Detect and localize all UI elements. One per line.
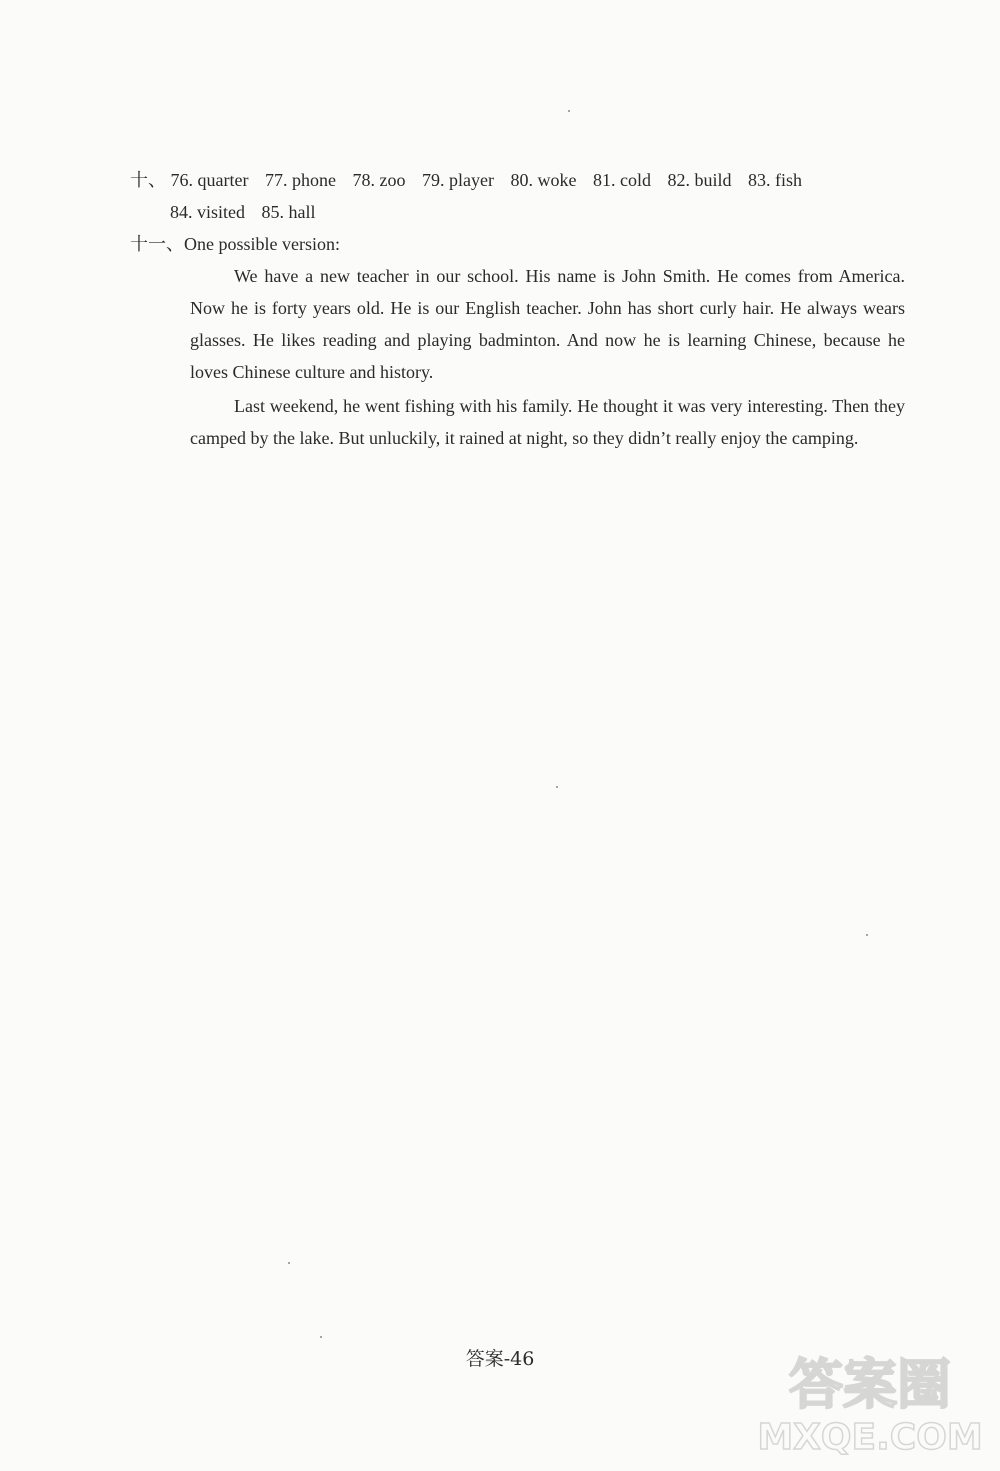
answer-item: 82. build xyxy=(667,170,732,190)
answer-item: 85. hall xyxy=(261,202,316,222)
page-number: 答案-46 xyxy=(465,1348,535,1370)
watermark-text-top: 答案圈 xyxy=(789,1353,951,1416)
answer-item: 80. woke xyxy=(510,170,577,190)
section-10-label: 十、 xyxy=(130,170,166,190)
essay-paragraph-2: Last weekend, he went fishing with his family. He thought it was very interesting. Then they camped by the lake. But unluckily, it rained at night, so they didn’t really enjoy the camping. xyxy=(190,396,905,448)
scan-speck xyxy=(556,786,558,788)
answer-line-1 xyxy=(166,170,802,190)
section-11-header xyxy=(130,228,905,260)
site-watermark-logo xyxy=(750,1341,990,1461)
scan-speck xyxy=(568,110,570,112)
answer-item: 78. zoo xyxy=(352,170,406,190)
essay-paragraph-1: We have a new teacher in our school. His name is John Smith. He comes from America. Now he is forty years old. He is our English teacher. John has short curly hair. He always wears glasses. He likes reading and playing badminton. And now he is learning Chinese, because he loves Chinese culture and history. xyxy=(190,266,905,382)
answer-item: 76. quarter xyxy=(170,170,249,190)
section-11-label: 十一、 xyxy=(130,234,184,254)
scan-speck xyxy=(866,934,868,936)
answer-item: 81. cold xyxy=(592,170,651,190)
answer-item: 79. player xyxy=(421,170,494,190)
answer-item: 83. fish xyxy=(747,170,802,190)
section-11-heading: One possible version: xyxy=(184,234,340,254)
answer-line-2 xyxy=(130,196,905,228)
scan-speck xyxy=(320,1336,322,1338)
section-10-answers xyxy=(130,164,905,228)
watermark-text-bottom: MXQE.COM xyxy=(757,1417,983,1458)
answer-item: 77. phone xyxy=(264,170,336,190)
section-11-writing xyxy=(130,228,905,454)
scan-speck xyxy=(288,1262,290,1264)
answer-item: 84. visited xyxy=(170,202,245,222)
